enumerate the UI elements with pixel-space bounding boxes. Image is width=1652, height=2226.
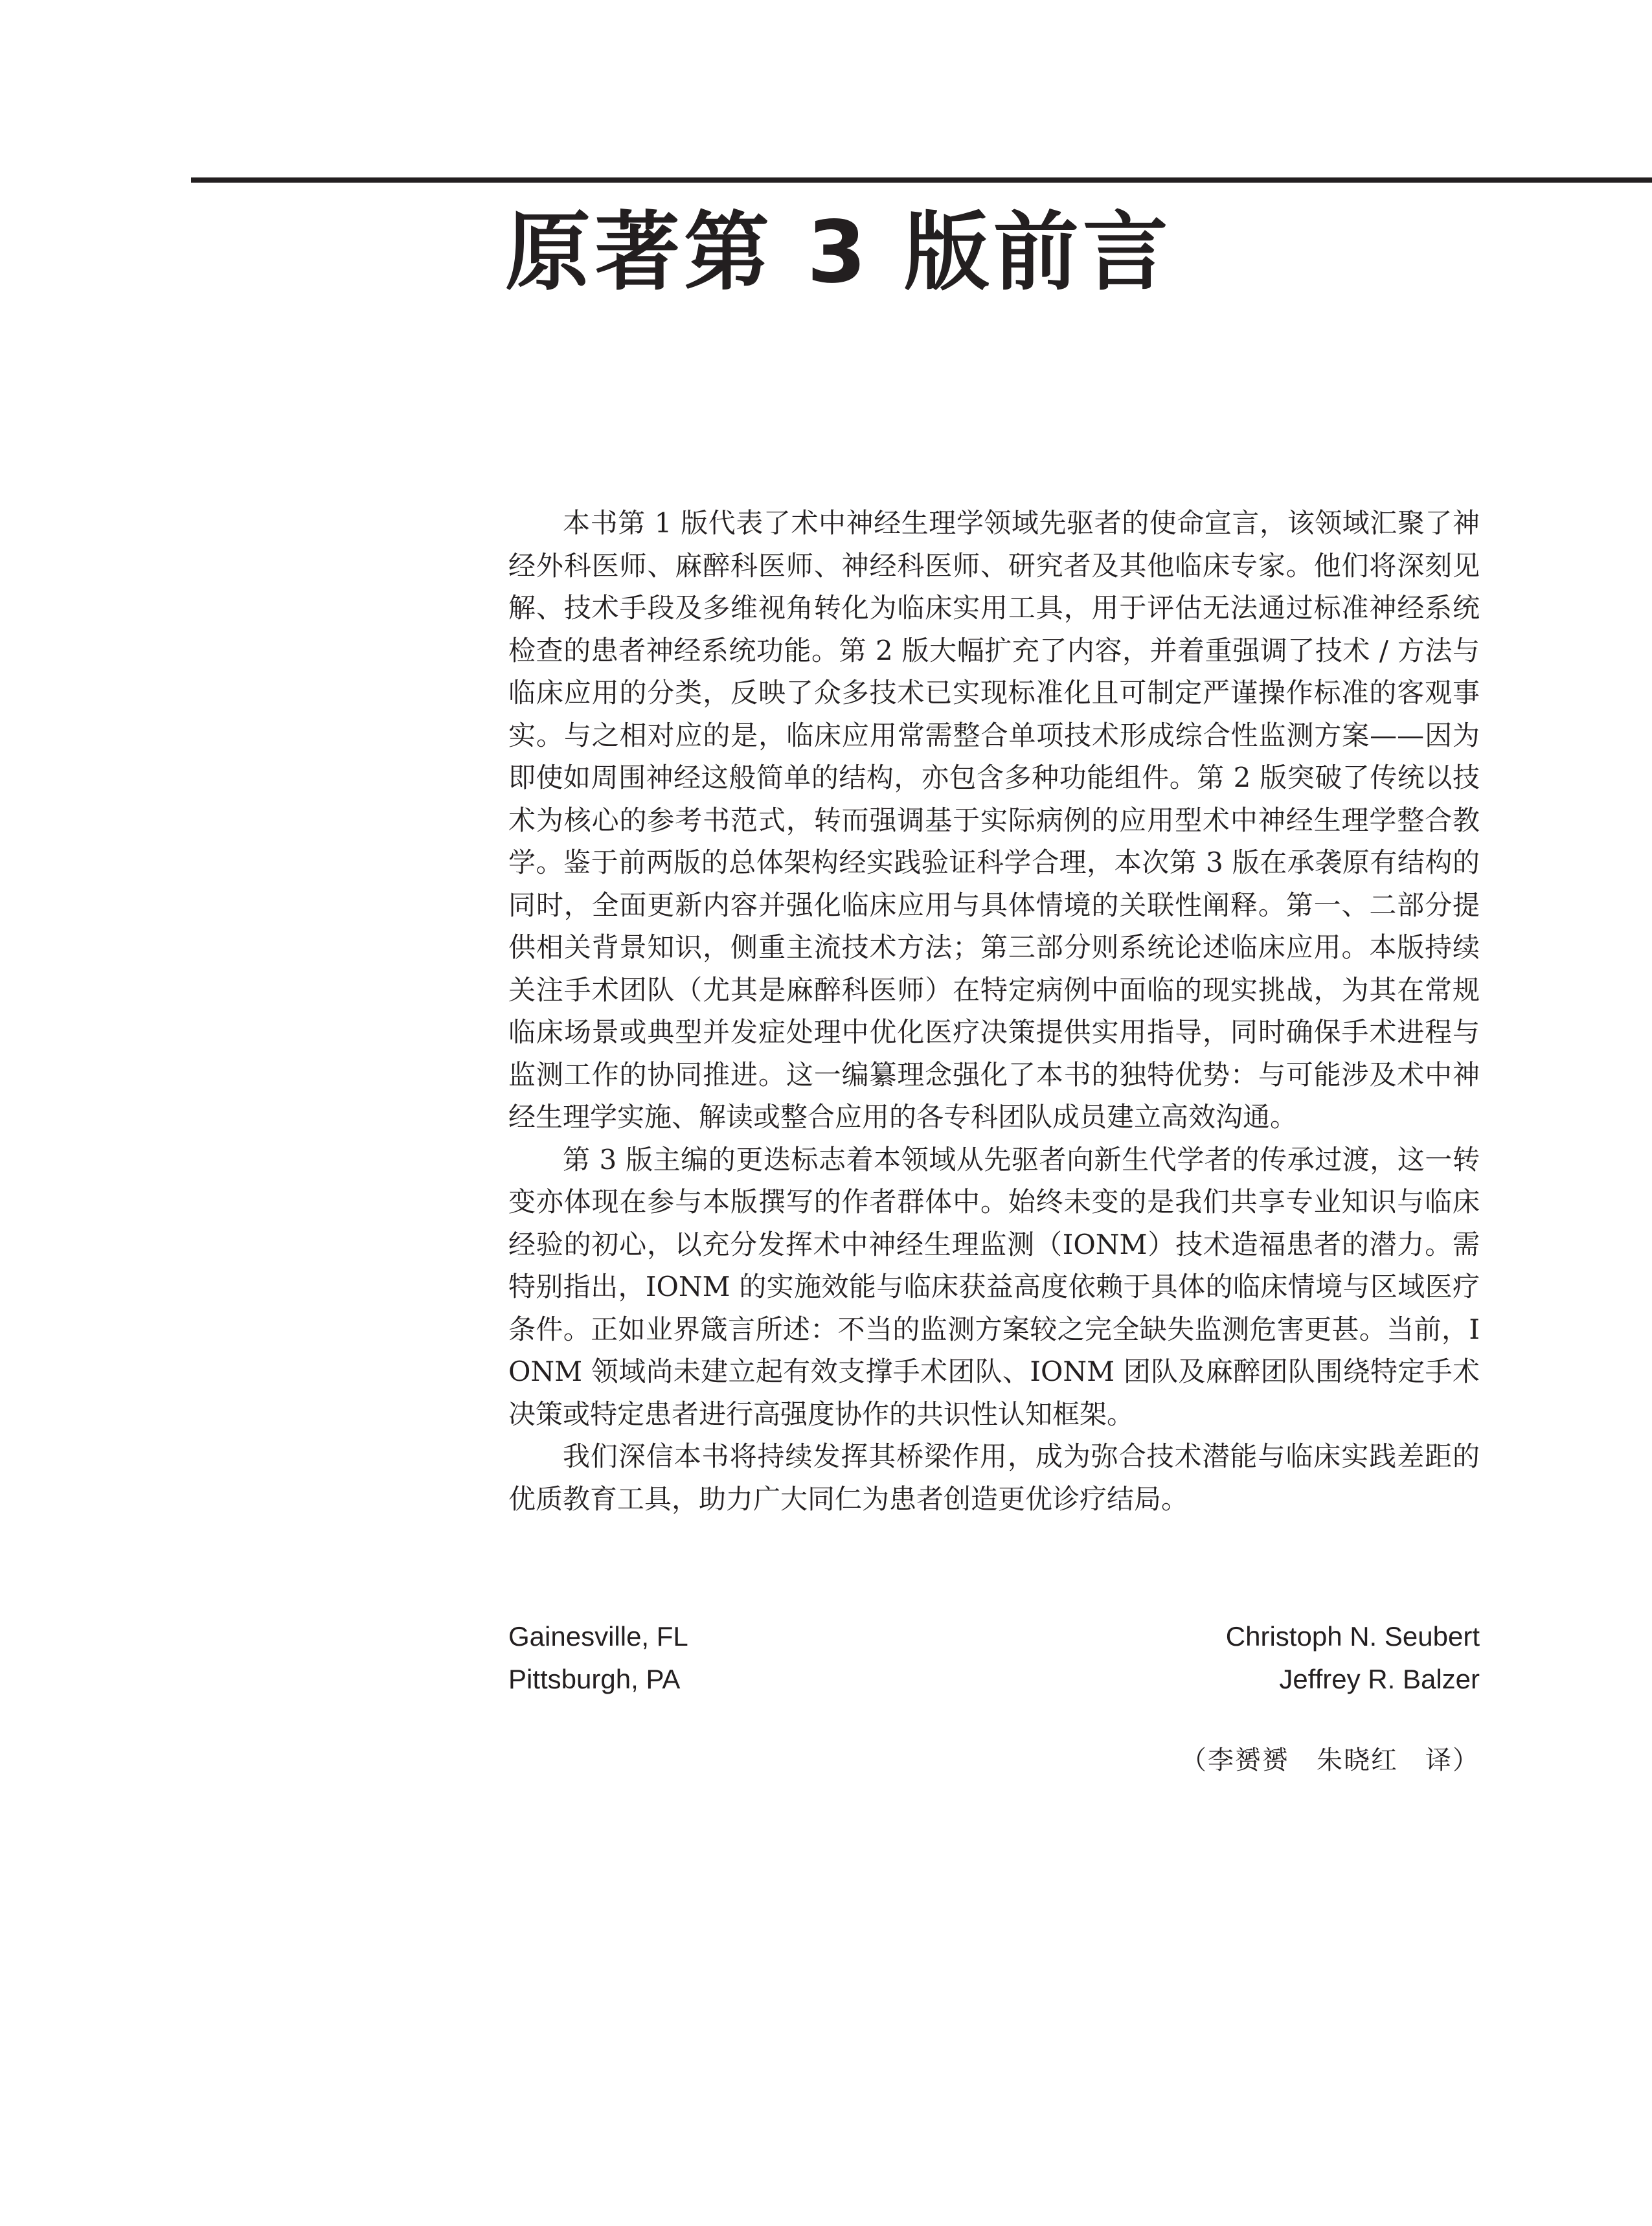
page-title: 原著第 3 版前言 <box>505 203 1172 302</box>
signature-place-1: Gainesville, FL <box>508 1621 688 1652</box>
translator-note: （李赟赟 朱晓红 译） <box>1181 1745 1480 1775</box>
signature-name-2: Jeffrey R. Balzer <box>1279 1664 1480 1694</box>
paragraph-2: 第 3 版主编的更迭标志着本领域从先驱者向新生代学者的传承过渡，这一转变亦体现在参与本版撰写的作者群体中。始终未变的是我们共享专业知识与临床经验的初心，以充分发挥术中神经生理监测（IONM）技术造福患者的潜力。需特别指出，IONM 的实施效能与临床获益高度依赖于具体的临床情境与区域医疗条件。正如业界箴言所述：不当的监测方案较之完全缺失监测危害更甚。当前，IONM 领域尚未建立起有效支撑手术团队、IONM 团队及麻醉团队围绕特定手术决策或特定患者进行高强度协作的共识性认知框架。 <box>508 1143 1480 1430</box>
paragraph-1: 本书第 1 版代表了术中神经生理学领域先驱者的使命宣言，该领域汇聚了神经外科医师、麻醉科医师、神经科医师、研究者及其他临床专家。他们将深刻见解、技术手段及多维视角转化为临床实用工具，用于评估无法通过标准神经系统检查的患者神经系统功能。第 2 版大幅扩充了内容，并着重强调了技术 / 方法与临床应用的分类，反映了众多技术已实现标准化且可制定严谨操作标准的客观事实。与之相对应的是，临床应用常需整合单项技术形成综合性监测方案——因为即使如周围神经这般简单的结构，亦包含多种功能组件。第 2 版突破了传统以技术为核心的参考书范式，转而强调基于实际病例的应用型术中神经生理学整合教学。鉴于前两版的总体架构经实践验证科学合理，本次第 3 版在承袭原有结构的同时，全面更新内容并强化临床应用与具体情境的关联性阐释。第一、二部分提供相关背景知识，侧重主流技术方法；第三部分则系统论述临床应用。本版持续关注手术团队（尤其是麻醉科医师）在特定病例中面临的现实挑战，为其在常规临床场景或典型并发症处理中优化医疗决策提供实用指导，同时确保手术进程与监测工作的协同推进。这一编纂理念强化了本书的独特优势：与可能涉及术中神经生理学实施、解读或整合应用的各专科团队成员建立高效沟通。 <box>508 507 1480 1133</box>
signature-name-1: Christoph N. Seubert <box>1225 1621 1480 1652</box>
signature-row-2 <box>508 1658 1480 1701</box>
signature-place-2: Pittsburgh, PA <box>508 1664 681 1694</box>
header-rule <box>191 177 1652 183</box>
paragraph-3: 我们深信本书将持续发挥其桥梁作用，成为弥合技术潜能与临床实践差距的优质教育工具，助力广大同仁为患者创造更优诊疗结局。 <box>508 1440 1480 1515</box>
preface-body <box>508 502 1480 1520</box>
signature-row-1 <box>508 1615 1480 1658</box>
signature-block <box>508 1615 1480 1701</box>
